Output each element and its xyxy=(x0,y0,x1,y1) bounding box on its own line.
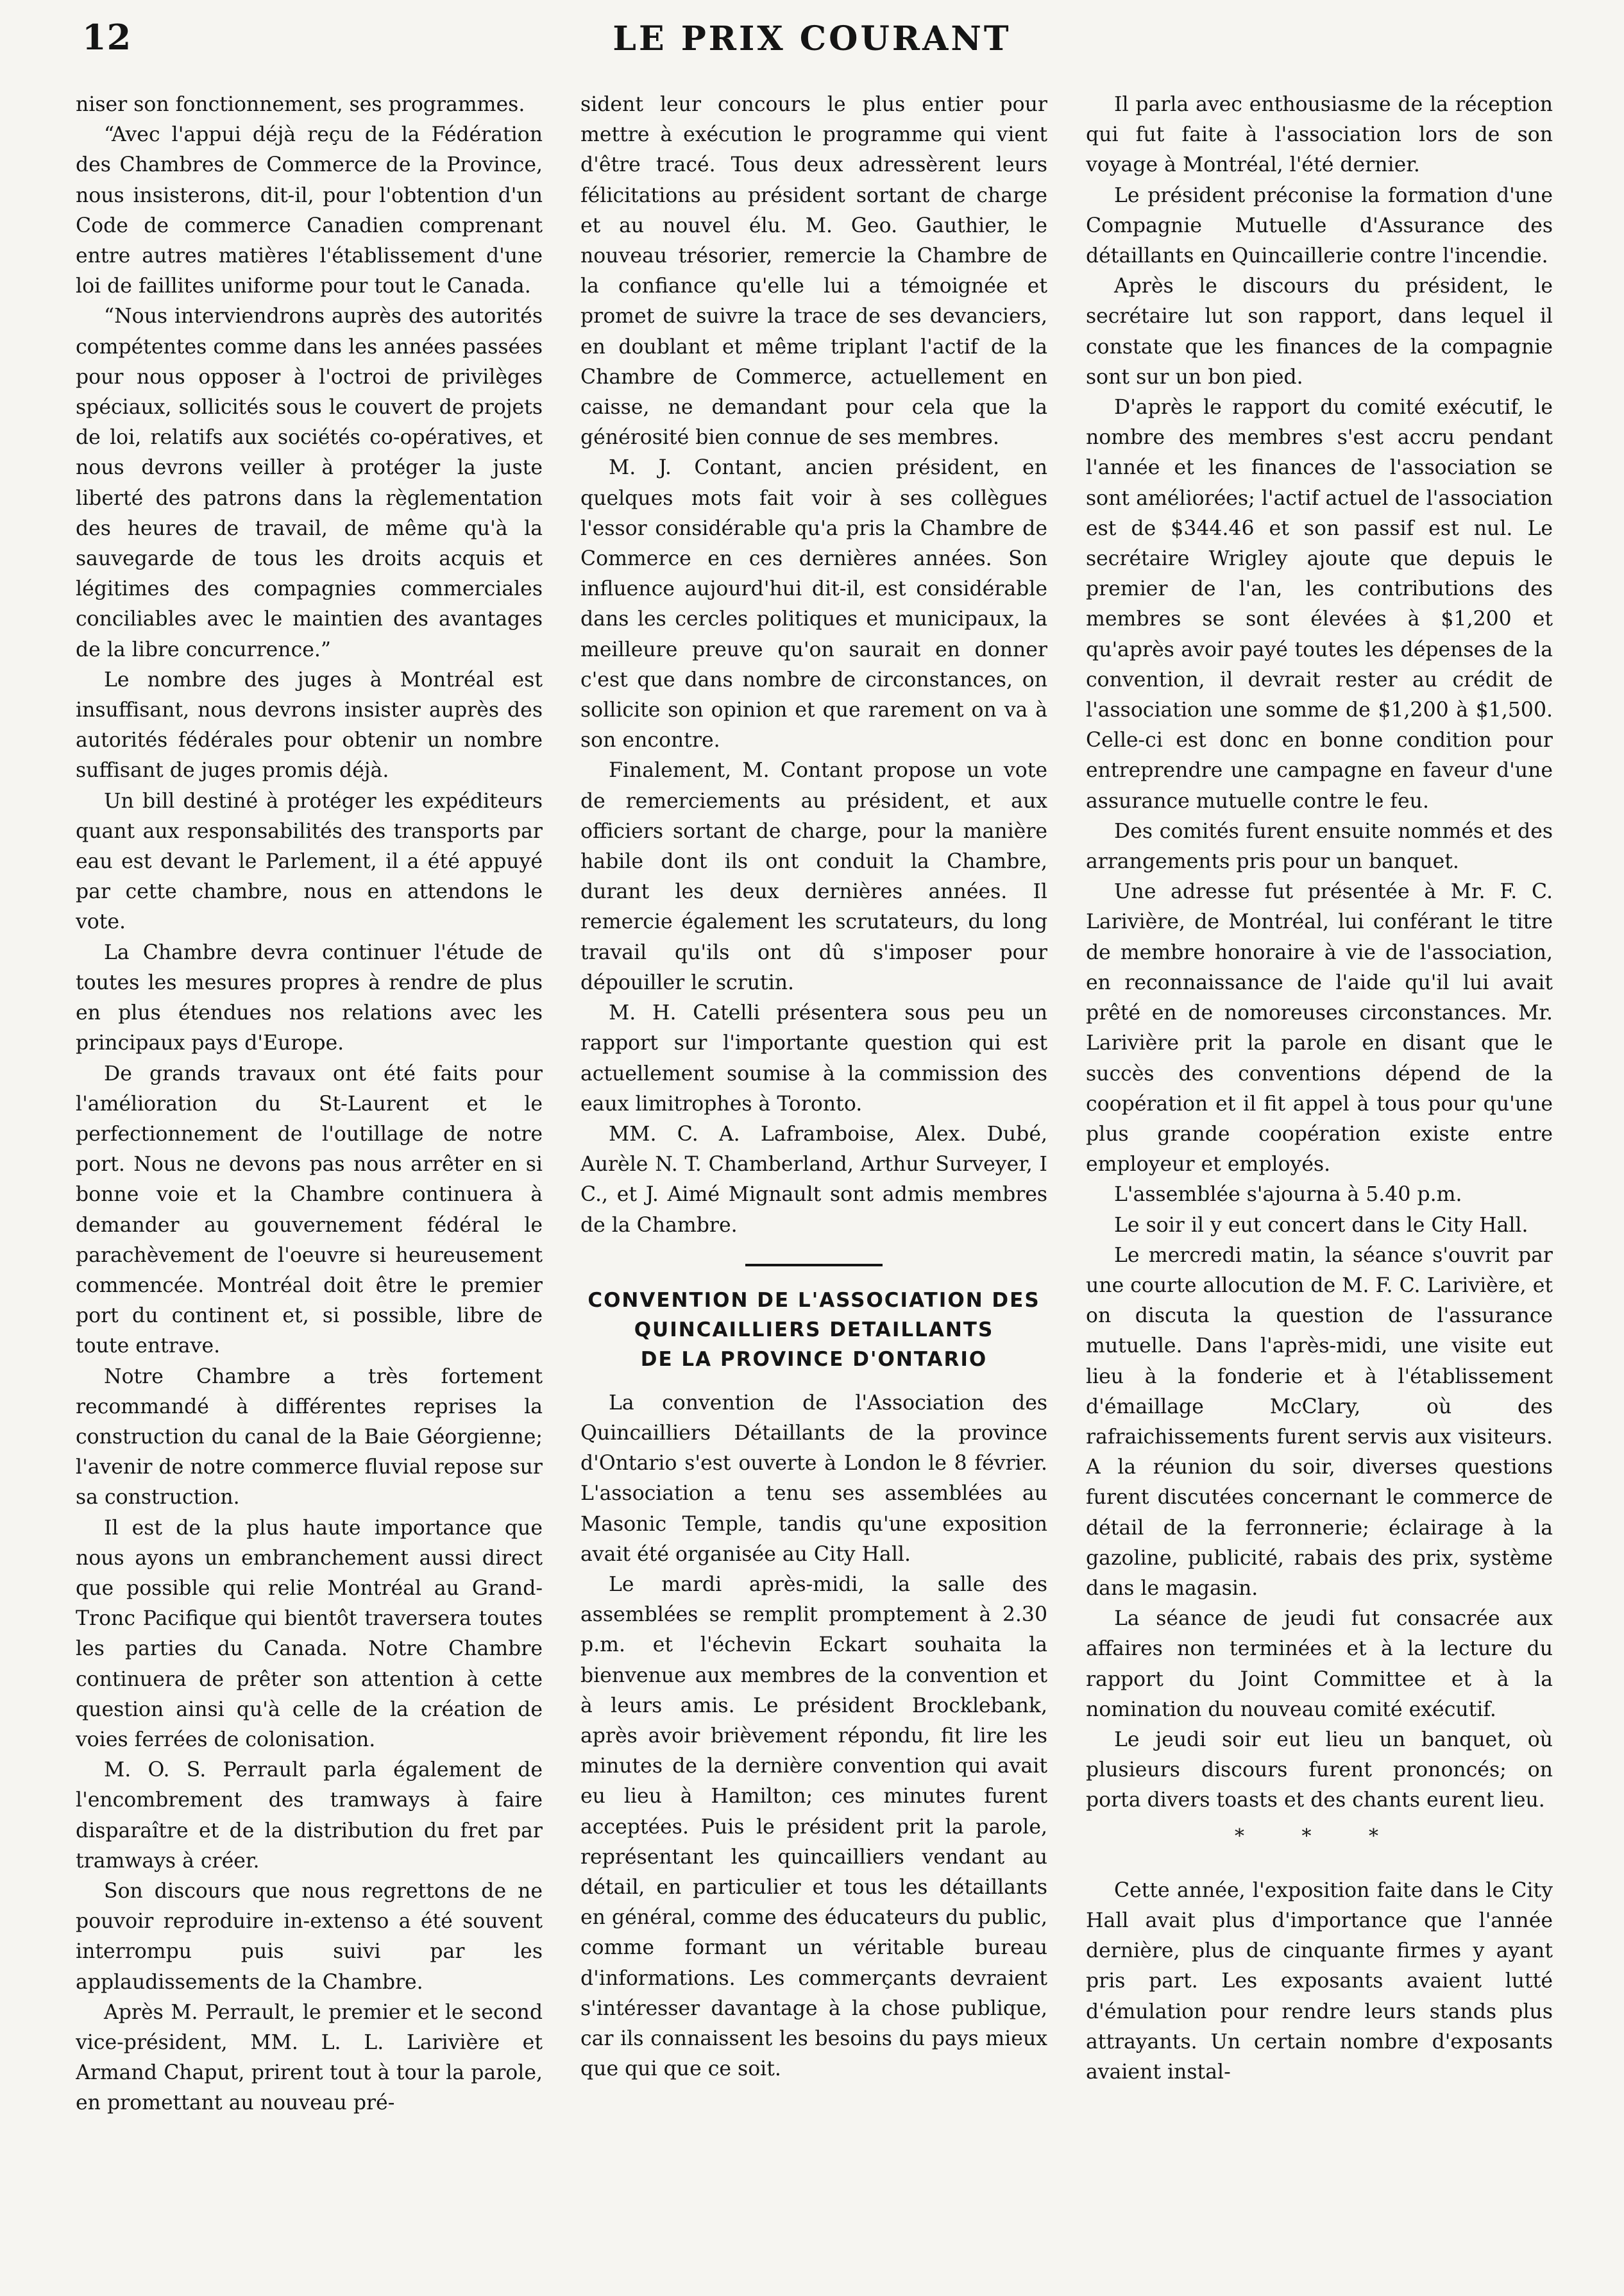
paragraph: Après M. Perrault, le premier et le second vice-président, MM. L. L. Larivière et Armand Chaput, prirent tout à tour la parole, en promettant au nouveau pré- xyxy=(76,2000,543,2115)
paragraph: La convention de l'Association des Quincailliers Détaillants de la province d'Ontario s'est ouverte à London le 8 février. L'association a tenu ses assemblées au Masonic Temple, tandis qu'une exposition avait été organisée au City Hall. xyxy=(580,1391,1047,1566)
paragraph: Son discours que nous regrettons de ne pouvoir reproduire in-extenso a été souvent interrompu puis suivi par les applaudissements de la Chambre. xyxy=(76,1879,543,1994)
paragraph: M. O. S. Perrault parla également de l'encombrement des tramways à faire disparaître et de la distribution du fret par tramways à créer. xyxy=(76,1758,543,1873)
paragraph: La séance de jeudi fut consacrée aux affaires non terminées et à la lecture du rapport du Joint Committee et à la nomination du nouveau comité exécutif. xyxy=(1086,1607,1553,1721)
column-2 xyxy=(580,90,1047,2271)
column-3 xyxy=(1086,90,1553,2271)
paragraph: Finalement, M. Contant propose un vote de remerciements au président, et aux officiers sortant de charge, pour la manière habile dont ils ont conduit la Chambre, durant les deux dernières années. Il remercie également les scrutateurs, du long travail qu'ils ont dû s'imposer pour dépouiller le scrutin. xyxy=(580,759,1047,994)
paragraph: niser son fonctionnement, ses programmes. xyxy=(76,93,525,116)
paragraph: De grands travaux ont été faits pour l'amélioration du St-Laurent et le perfectionnement de l'outillage de notre port. Nous ne devons pas nous arrêter en si bonne voie et la Chambre continuera à demander au gouvernement fédéral le parachèvement de l'oeuvre si heureusement commencée. Montréal doit être le premier port du continent et, si possible, libre de toute entrave. xyxy=(76,1062,543,1358)
section-title xyxy=(580,1286,1047,1374)
paragraph: M. J. Contant, ancien président, en quelques mots fait voir à ses collègues l'essor considérable qu'a pris la Chambre de Commerce en ces dernières années. Son influence aujourd'hui dit-il, est considérable dans les cercles politiques et municipaux, la meilleure preuve qu'on saurait en donner c'est que dans nombre de circonstances, on sollicite son opinion et que rarement on va à son encontre. xyxy=(580,456,1047,753)
paragraph: Le nombre des juges à Montréal est insuffisant, nous devrons insister auprès des autorités fédérales pour obtenir un nombre suffisant de juges promis déjà. xyxy=(76,668,543,783)
journal-title: LE PRIX COURANT xyxy=(613,19,1011,58)
section-divider xyxy=(745,1264,883,1266)
paragraph: D'après le rapport du comité exécutif, le nombre des membres s'est accru pendant l'année et les finances de l'association se sont améliorées; l'actif actuel de l'association est de $344.46 et son passif est nul. Le secrétaire Wrigley ajoute que depuis le premier de l'an, les contributions des membres se sont élevées à $1,200 et qu'après avoir payé toutes les dépenses de la convention, il devrait rester au crédit de l'association une somme de $1,200 à $1,500. Celle-ci est donc en bonne condition pour entreprendre une campagne en faveur d'une assurance mutuelle contre le feu. xyxy=(1086,396,1553,813)
paragraph: Le mardi après-midi, la salle des assemblées se remplit promptement à 2.30 p.m. et l'échevin Eckart souhaita la bienvenue aux membres de la convention et à leurs amis. Le président Brocklebank, après avoir brièvement répondu, fit lire les minutes de la dernière convention qui avait eu lieu à Hamilton; ces minutes furent acceptées. Puis le président prit la parole, représentant les quincailliers vendant au détail, en particulier et tous les détaillants en général, comme des éducateurs du public, comme formant un véritable bureau d'informations. Les commerçants devraient s'intéresser davantage à la chose publique, car ils connaissent les besoins du pays mieux que qui que ce soit. xyxy=(580,1572,1047,2081)
paragraph: Notre Chambre a très fortement recommandé à différentes reprises la construction du canal de la Baie Géorgienne; l'avenir de notre commerce fluvial repose sur sa construction. xyxy=(76,1365,543,1509)
asterism-separator: * * * xyxy=(1234,1824,1405,1848)
paragraph: MM. C. A. Laframboise, Alex. Dubé, Aurèle N. T. Chamberland, Arthur Surveyer, I C., et J. Aimé Mignault sont admis membres de la Chambre. xyxy=(580,1122,1047,1237)
column-1 xyxy=(76,90,543,2271)
paragraph: M. H. Catelli présentera sous peu un rapport sur l'importante question qui est actuellement soumise à la commission des eaux limitrophes à Toronto. xyxy=(580,1001,1047,1116)
paragraph: Une adresse fut présentée à Mr. F. C. Larivière, de Montréal, lui conférant le titre de membre honoraire à vie de l'association, en reconnaissance de l'aide qu'il lui avait prêté en de nomoreuses circonstances. Mr. Larivière prit la parole en disant que le succès des conventions dépend de la coopération et il fit appel à tous pour qu'une plus grande coopération existe entre employeur et employés. xyxy=(1086,880,1553,1177)
page-header xyxy=(0,0,1624,83)
paragraph: Après le discours du président, le secrétaire lut son rapport, dans lequel il constate que les finances de la compagnie sont sur un bon pied. xyxy=(1086,275,1553,389)
paragraph: Le président préconise la formation d'une Compagnie Mutuelle d'Assurance des détaillants en Quincaillerie contre l'incendie. xyxy=(1086,183,1553,268)
page-number: 12 xyxy=(82,17,132,58)
paragraph: Un bill destiné à protéger les expéditeurs quant aux responsabilités des transports par eau est devant le Parlement, il a été appuyé par cette chambre, nous en attendons le vote. xyxy=(76,789,543,934)
section-title-line: CONVENTION DE L'ASSOCIATION DES xyxy=(588,1288,1040,1312)
section-title-line: DE LA PROVINCE D'ONTARIO xyxy=(640,1347,988,1371)
paragraph: Il parla avec enthousiasme de la réception qui fut faite à l'association lors de son voyage à Montréal, l'été dernier. xyxy=(1086,93,1553,177)
paragraph: Cette année, l'exposition faite dans le City Hall avait plus d'importance que l'année dernière, plus de cinquante firmes y ayant pris part. Les exposants avaient lutté d'émulation pour rendre leurs stands plus attrayants. Un certain nombre d'exposants avaient instal- xyxy=(1086,1878,1553,2084)
paragraph: Le mercredi matin, la séance s'ouvrit par une courte allocution de M. F. C. Larivière, et on discuta la question de l'assurance mutuelle. Dans l'après-midi, une visite eut lieu à la fonderie et à l'établissement d'émaillage McClary, où des rafraichissements furent servis aux visiteurs. A la réunion du soir, diverses questions furent discutées concernant le commerce de détail de la ferronnerie; éclairage à la gazoline, publicité, rabais des prix, système dans le magasin. xyxy=(1086,1243,1553,1600)
paragraph: “Avec l'appui déjà reçu de la Fédération des Chambres de Commerce de la Province, nous insisterons, dit-il, pour l'obtention d'un Code de commerce Canadien comprenant entre autres matières l'établissement d'une loi de faillites uniforme pour tout le Canada. xyxy=(76,123,543,298)
paragraph: L'assemblée s'ajourna à 5.40 p.m. xyxy=(1114,1183,1462,1207)
paragraph: Le jeudi soir eut lieu un banquet, où plusieurs discours furent prononcés; on porta divers toasts et des chants eurent lieu. xyxy=(1086,1728,1553,1812)
paragraph: La Chambre devra continuer l'étude de toutes les mesures propres à rendre de plus en plus étendues nos relations avec les principaux pays d'Europe. xyxy=(76,940,543,1055)
paragraph: Des comités furent ensuite nommés et des arrangements pris pour un banquet. xyxy=(1086,819,1553,874)
paragraph: Le soir il y eut concert dans le City Hall. xyxy=(1114,1213,1528,1237)
paragraph: sident leur concours le plus entier pour mettre à exécution le programme qui vient d'être tracé. Tous deux adressèrent leurs félicitations au président sortant de charge et au nouvel élu. M. Geo. Gauthier, le nouveau trésorier, remercie la Chambre de la confiance qu'elle lui a témoignée et promet de suivre la trace de ses devanciers, en doublant et même triplant l'actif de la Chambre de Commerce, actuellement en caisse, ne demandant pour cela que la générosité bien connue de ses membres. xyxy=(580,93,1047,450)
paragraph: Il est de la plus haute importance que nous ayons un embranchement aussi direct que possible qui relie Montréal au Grand-Tronc Pacifique qui bientôt traversera toutes les parties du Canada. Notre Chambre continuera de prêter son attention à cette question ainsi qu'à celle de la création de voies ferrées de colonisation. xyxy=(76,1516,543,1751)
section-title-line: QUINCAILLIERS DETAILLANTS xyxy=(634,1318,994,1341)
paragraph: “Nous interviendrons auprès des autorités compétentes comme dans les années passées pour nous opposer à l'octroi de privilèges spéciaux, sollicités sous le couvert de projets de loi, relatifs aux sociétés co-opératives, et nous devrons veiller à protéger la juste liberté des patrons dans la règlementation des heures de travail, de même qu'à la sauvegarde de tous les droits acquis et légitimes des compagnies commerciales conciliables avec le maintien des avantages de la libre concurrence.” xyxy=(76,305,543,661)
